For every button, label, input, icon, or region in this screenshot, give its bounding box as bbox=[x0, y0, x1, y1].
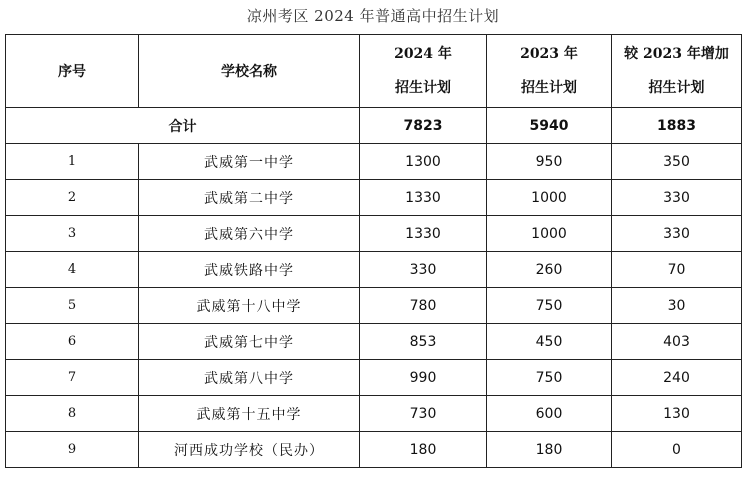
row-school: 武威第七中学 bbox=[139, 324, 360, 360]
table-row bbox=[6, 324, 742, 360]
row-increase: 0 bbox=[612, 432, 742, 468]
total-2023: 5940 bbox=[487, 108, 612, 144]
row-school: 武威铁路中学 bbox=[139, 252, 360, 288]
header-school: 学校名称 bbox=[139, 35, 360, 108]
table-row bbox=[6, 432, 742, 468]
row-increase: 403 bbox=[612, 324, 742, 360]
header-2023-year: 2023 年 bbox=[520, 46, 578, 62]
row-2024: 1300 bbox=[360, 144, 487, 180]
row-school: 武威第一中学 bbox=[139, 144, 360, 180]
row-2023: 750 bbox=[487, 288, 612, 324]
table-row bbox=[6, 180, 742, 216]
row-school: 武威第十八中学 bbox=[139, 288, 360, 324]
table-row bbox=[6, 216, 742, 252]
row-increase: 330 bbox=[612, 216, 742, 252]
row-2024: 780 bbox=[360, 288, 487, 324]
row-seq: 2 bbox=[6, 180, 139, 216]
row-2023: 950 bbox=[487, 144, 612, 180]
header-2023 bbox=[487, 35, 612, 108]
row-2024: 180 bbox=[360, 432, 487, 468]
row-2023: 1000 bbox=[487, 216, 612, 252]
row-2024: 730 bbox=[360, 396, 487, 432]
row-2023: 450 bbox=[487, 324, 612, 360]
header-increase-title: 较 2023 年增加 bbox=[624, 46, 729, 62]
header-increase-label: 招生计划 bbox=[648, 80, 705, 96]
row-2024: 990 bbox=[360, 360, 487, 396]
total-2024: 7823 bbox=[360, 108, 487, 144]
row-seq: 7 bbox=[6, 360, 139, 396]
row-2023: 600 bbox=[487, 396, 612, 432]
row-school: 武威第六中学 bbox=[139, 216, 360, 252]
table-row bbox=[6, 360, 742, 396]
table-row bbox=[6, 288, 742, 324]
row-school: 武威第二中学 bbox=[139, 180, 360, 216]
header-2024-label: 招生计划 bbox=[395, 80, 451, 96]
header-seq: 序号 bbox=[6, 35, 139, 108]
row-seq: 6 bbox=[6, 324, 139, 360]
row-seq: 4 bbox=[6, 252, 139, 288]
row-increase: 70 bbox=[612, 252, 742, 288]
row-2024: 1330 bbox=[360, 180, 487, 216]
row-school: 武威第十五中学 bbox=[139, 396, 360, 432]
row-increase: 350 bbox=[612, 144, 742, 180]
table-row bbox=[6, 252, 742, 288]
header-row bbox=[6, 35, 742, 108]
enrollment-plan-table bbox=[5, 34, 742, 468]
row-seq: 8 bbox=[6, 396, 139, 432]
row-2024: 1330 bbox=[360, 216, 487, 252]
header-2024-year: 2024 年 bbox=[394, 46, 452, 62]
total-row bbox=[6, 108, 742, 144]
row-seq: 3 bbox=[6, 216, 139, 252]
header-increase bbox=[612, 35, 742, 108]
table-row bbox=[6, 396, 742, 432]
header-2023-label: 招生计划 bbox=[521, 80, 577, 96]
row-2023: 1000 bbox=[487, 180, 612, 216]
header-2024 bbox=[360, 35, 487, 108]
total-increase: 1883 bbox=[612, 108, 742, 144]
row-seq: 1 bbox=[6, 144, 139, 180]
row-2024: 853 bbox=[360, 324, 487, 360]
row-increase: 330 bbox=[612, 180, 742, 216]
row-2023: 260 bbox=[487, 252, 612, 288]
row-increase: 30 bbox=[612, 288, 742, 324]
table-row bbox=[6, 144, 742, 180]
table-caption: 凉州考区 2024 年普通高中招生计划 bbox=[246, 7, 500, 25]
row-2024: 330 bbox=[360, 252, 487, 288]
row-seq: 5 bbox=[6, 288, 139, 324]
total-label: 合计 bbox=[6, 108, 360, 144]
row-school: 河西成功学校（民办） bbox=[139, 432, 360, 468]
row-seq: 9 bbox=[6, 432, 139, 468]
row-2023: 180 bbox=[487, 432, 612, 468]
row-2023: 750 bbox=[487, 360, 612, 396]
row-increase: 130 bbox=[612, 396, 742, 432]
row-increase: 240 bbox=[612, 360, 742, 396]
row-school: 武威第八中学 bbox=[139, 360, 360, 396]
